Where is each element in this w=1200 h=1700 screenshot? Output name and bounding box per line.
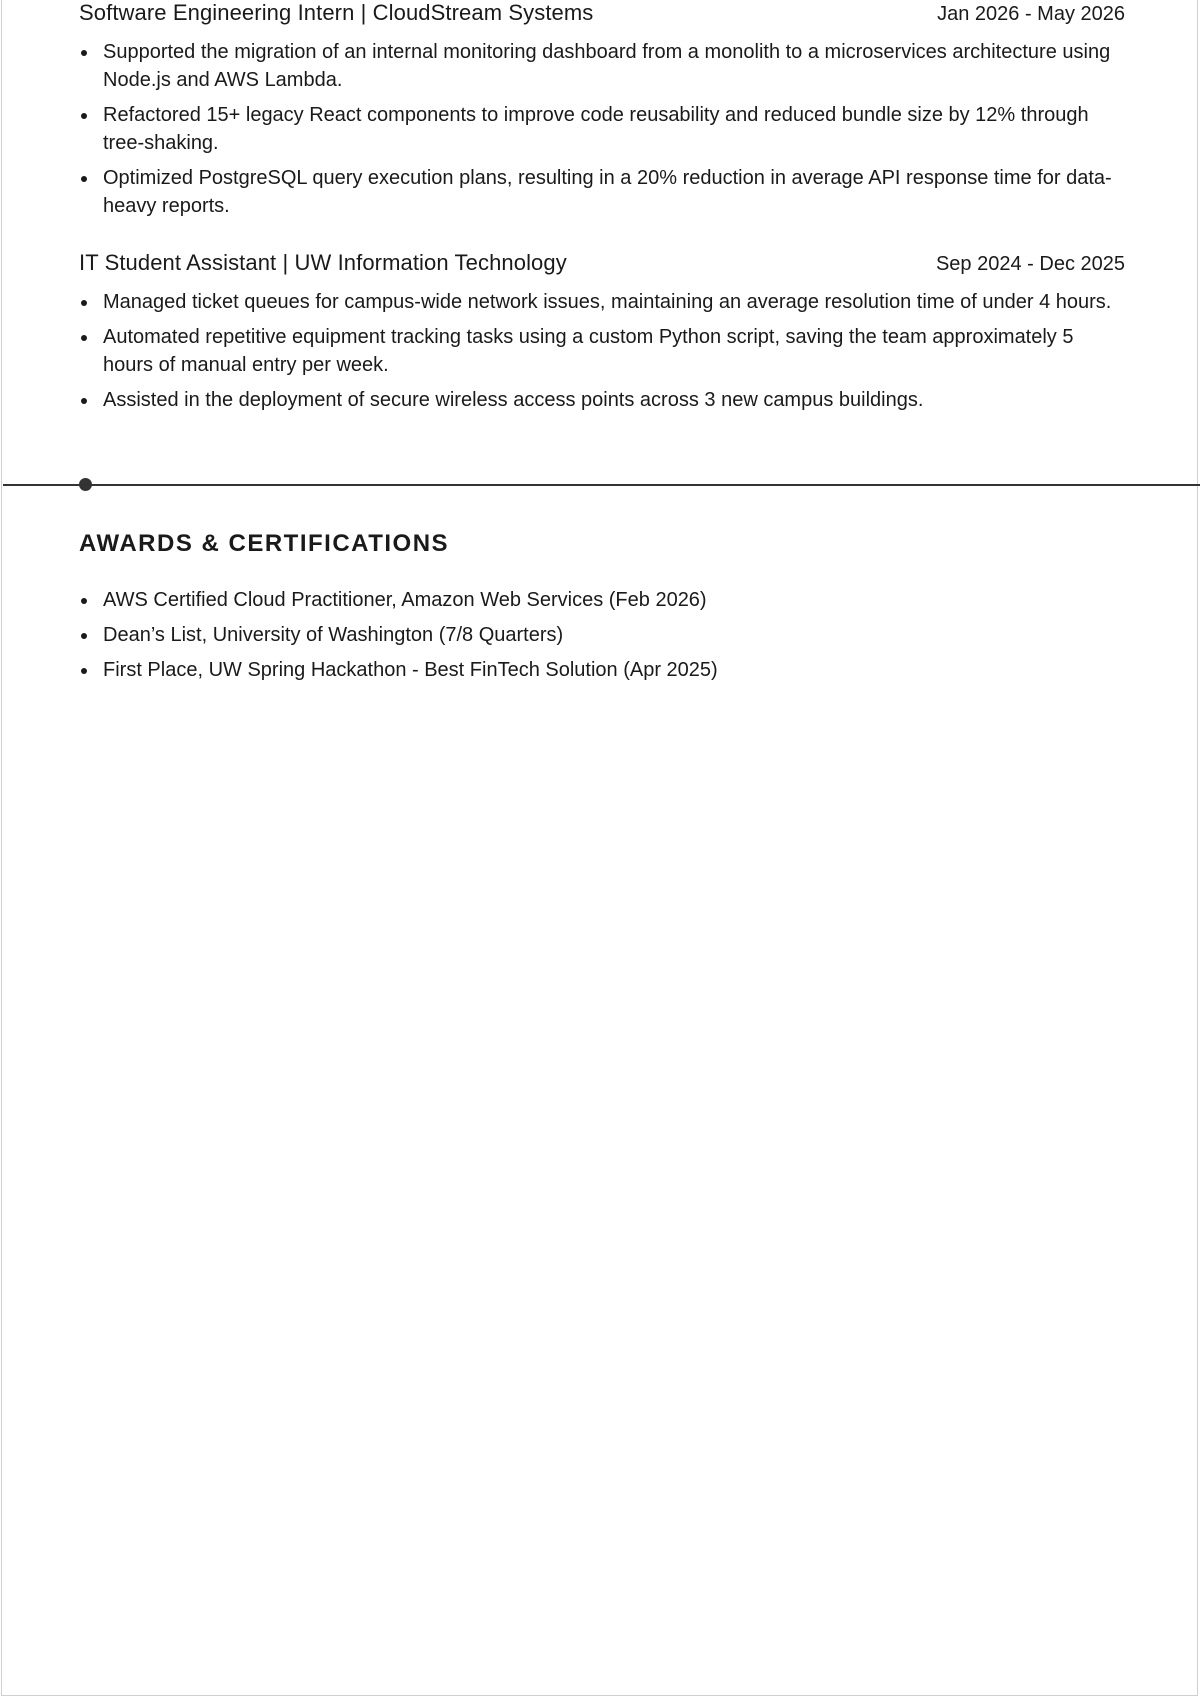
job-bullets: [79, 38, 1125, 220]
experience-entry: [79, 250, 1125, 421]
resume-page: [1, 0, 1198, 1696]
job-dates: Jan 2026 - May 2026: [937, 3, 1125, 25]
bullet-item: Managed ticket queues for campus-wide network issues, maintaining an average resolution time of under 4 hours.: [79, 288, 1125, 316]
bullet-item: Refactored 15+ legacy React components to improve code reusability and reduced bundle size by 12% through tree-shaking.: [79, 101, 1125, 157]
award-item: Dean’s List, University of Washington (7/8 Quarters): [79, 621, 1125, 649]
job-bullets: [79, 288, 1125, 414]
job-header: [79, 250, 1125, 280]
job-dates: Sep 2024 - Dec 2025: [935, 253, 1125, 275]
bullet-item: Assisted in the deployment of secure wireless access points across 3 new campus buildings.: [79, 386, 1125, 414]
job-title: Software Engineering Intern | CloudStream Systems: [79, 0, 594, 25]
divider-dot: [79, 478, 92, 491]
bullet-item: Automated repetitive equipment tracking tasks using a custom Python script, saving the team approximately 5 hours of manual entry per week.: [79, 323, 1125, 379]
section-title-awards: AWARDS & CERTIFICATIONS: [79, 530, 450, 557]
award-item: AWS Certified Cloud Practitioner, Amazon Web Services (Feb 2026): [79, 586, 1125, 614]
bullet-item: Supported the migration of an internal monitoring dashboard from a monolith to a microservices architecture using Node.js and AWS Lambda.: [79, 38, 1125, 94]
section-divider: [3, 484, 1200, 486]
awards-section: [79, 586, 1125, 691]
job-title: IT Student Assistant | UW Information Technology: [79, 250, 567, 275]
award-item: First Place, UW Spring Hackathon - Best FinTech Solution (Apr 2025): [79, 656, 1125, 684]
job-header: [79, 0, 1125, 30]
bullet-item: Optimized PostgreSQL query execution plans, resulting in a 20% reduction in average API response time for data-heavy reports.: [79, 164, 1125, 220]
experience-entry: [79, 0, 1125, 227]
awards-list: [79, 586, 1125, 684]
